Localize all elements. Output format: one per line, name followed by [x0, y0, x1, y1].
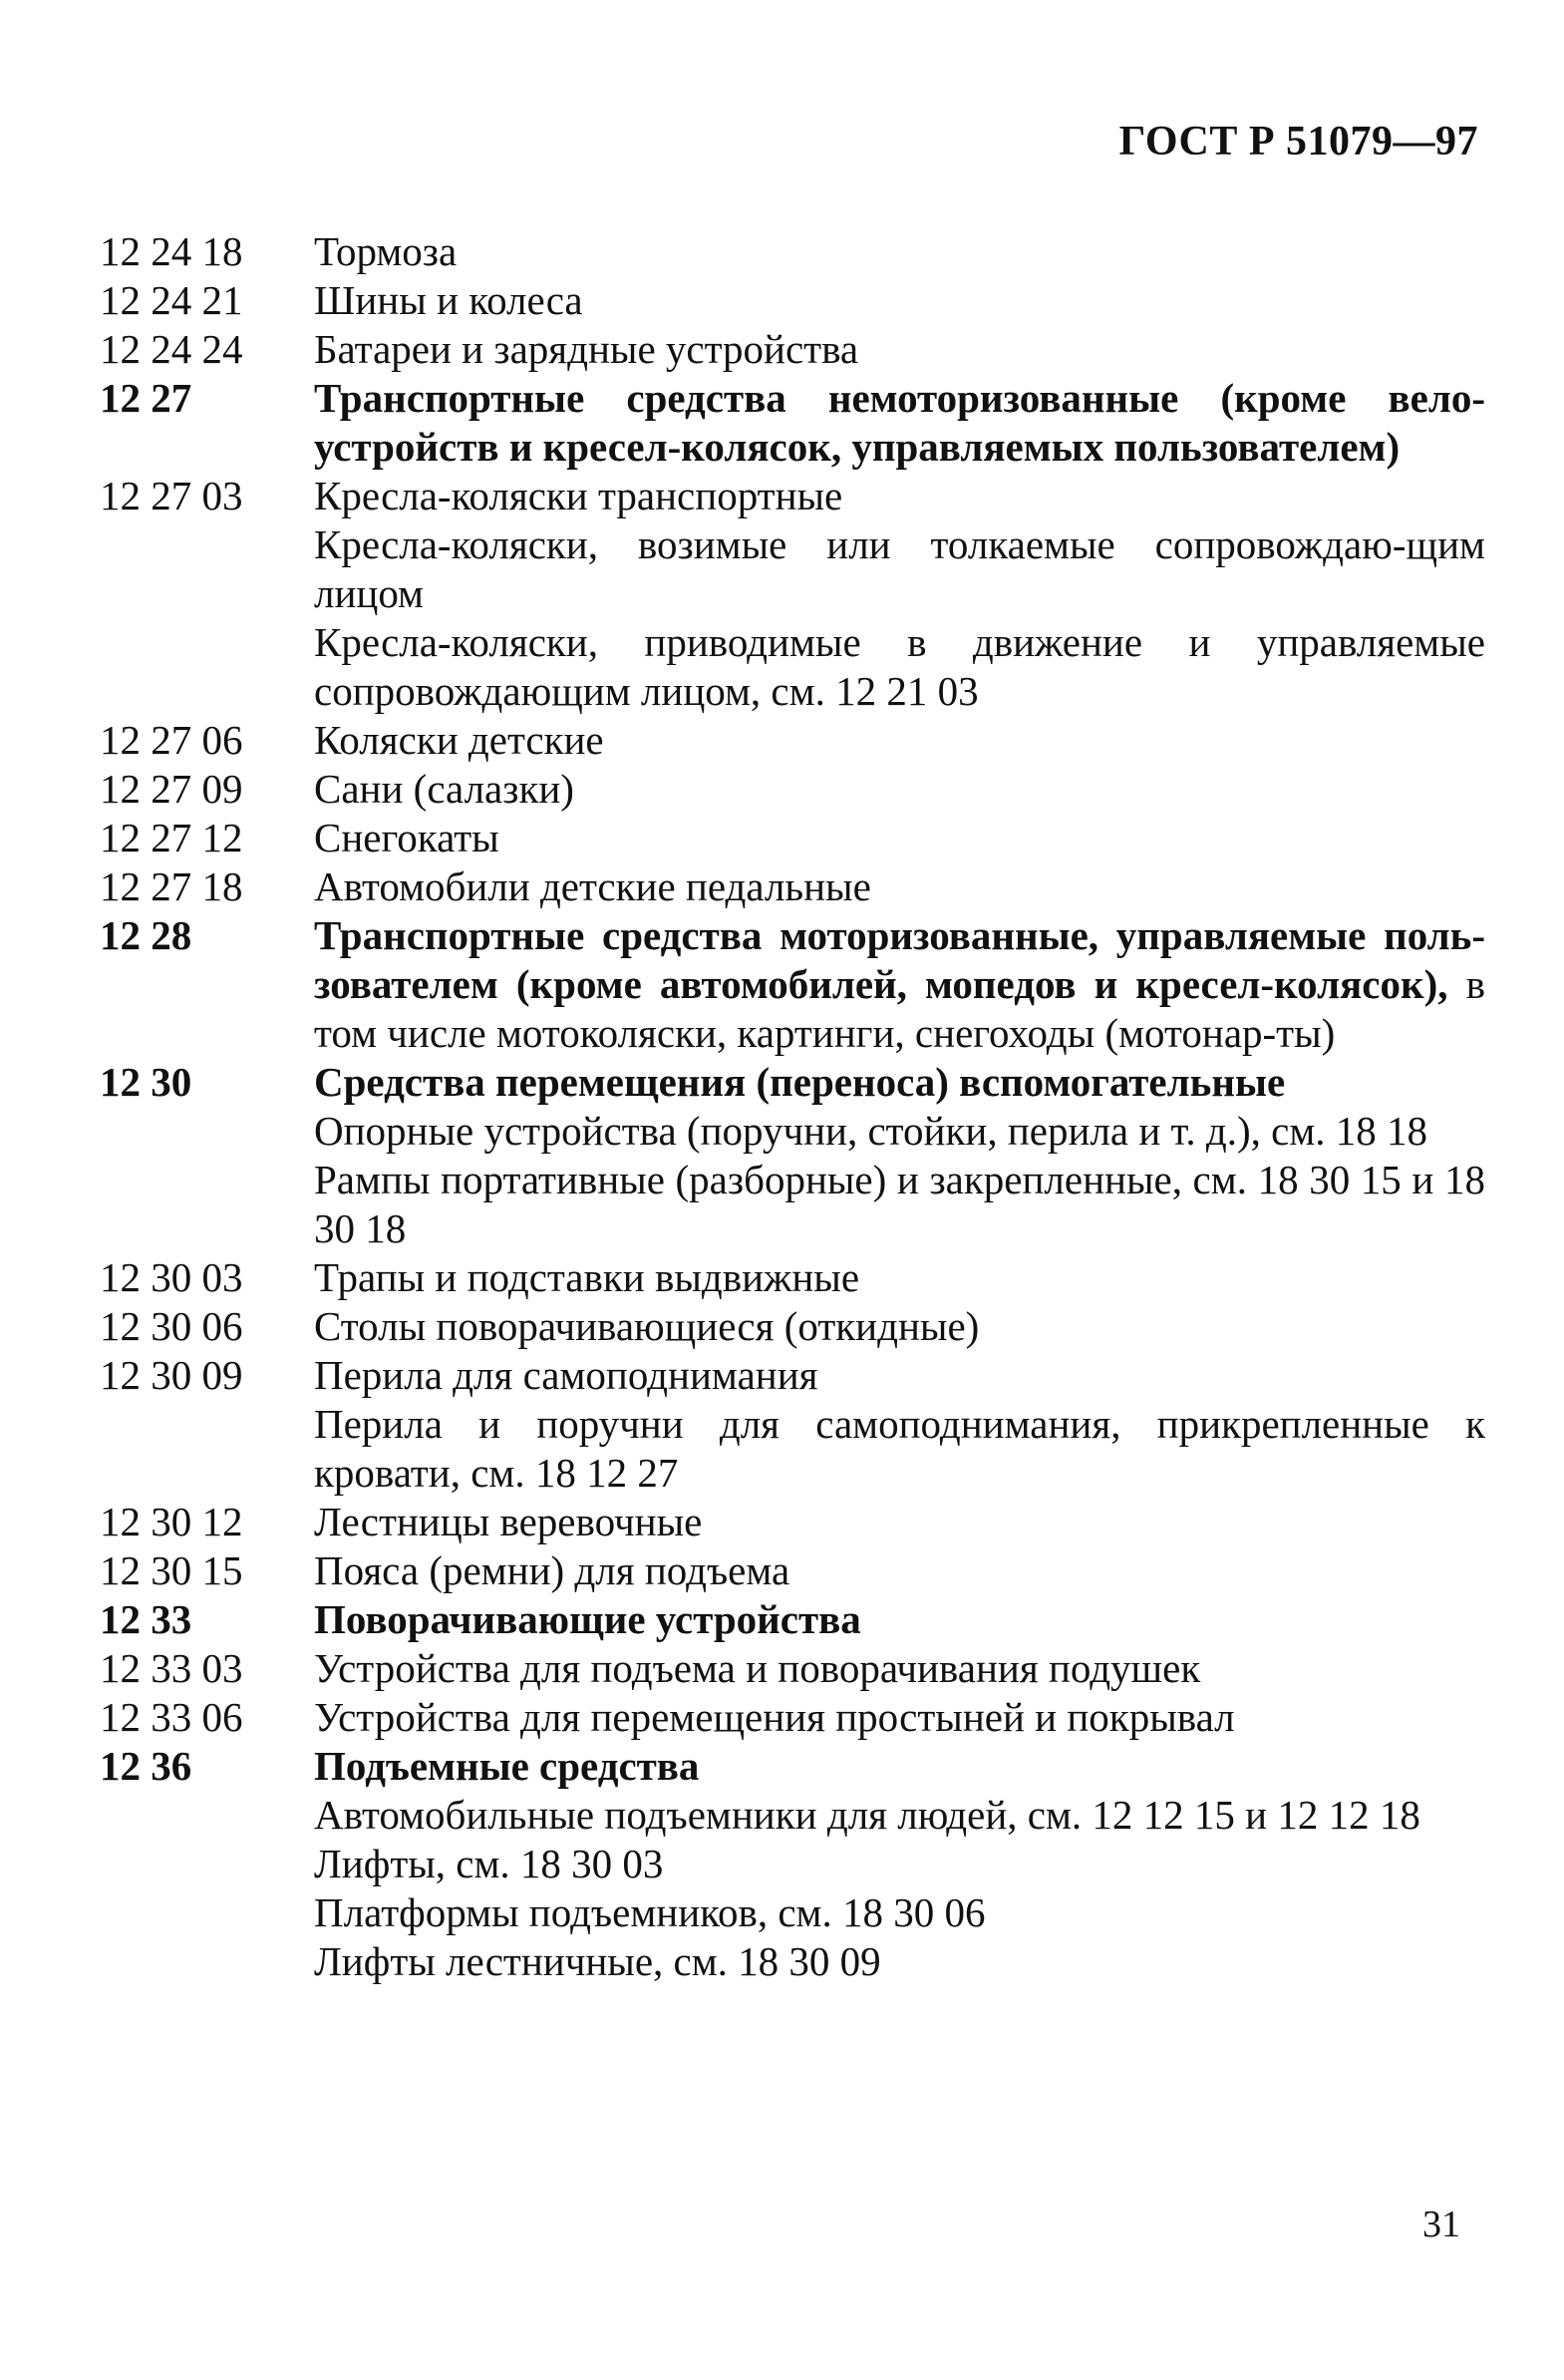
group-heading — [100, 1595, 1485, 1644]
cross-reference-note: Лифты лестничные, см. 18 30 09 — [314, 1938, 881, 1984]
item-text: Трапы и подставки выдвижные — [314, 1254, 860, 1300]
item-code: 12 24 24 — [100, 326, 243, 372]
group-heading — [100, 1742, 1485, 1791]
item-text: Тормоза — [314, 228, 458, 274]
group-code: 12 27 — [100, 375, 192, 421]
list-item — [100, 276, 1485, 325]
cross-reference-note: Перила и поручни для самоподнимания, прикрепленные к кровати, см. 18 12 27 — [314, 1401, 1485, 1496]
item-code: 12 30 12 — [100, 1499, 243, 1544]
item-code: 12 30 15 — [100, 1547, 243, 1593]
item-text: Автомобили детские педальные — [314, 863, 871, 909]
group-title: Транспортные средства немоторизованные (кроме вело-устройств и кресел-колясок, управляемых пользователем) — [314, 375, 1485, 470]
item-code: 12 27 06 — [100, 717, 243, 763]
list-item — [100, 325, 1485, 374]
list-item — [100, 1351, 1485, 1400]
item-code: 12 24 18 — [100, 228, 243, 274]
cross-reference-note: Лифты, см. 18 30 03 — [314, 1841, 664, 1886]
group-title: Поворачивающие устройства — [314, 1596, 861, 1642]
group-heading — [100, 911, 1485, 1058]
item-code: 12 30 09 — [100, 1352, 243, 1398]
list-item — [100, 227, 1485, 276]
item-code: 12 33 06 — [100, 1694, 243, 1740]
item-text: Кресла-коляски транспортные — [314, 473, 843, 518]
list-item — [100, 1253, 1485, 1302]
list-item — [100, 1693, 1485, 1742]
item-text: Пояса (ремни) для подъема — [314, 1547, 790, 1593]
item-text: Столы поворачивающиеся (откидные) — [314, 1303, 980, 1349]
group-code: 12 36 — [100, 1743, 192, 1789]
list-item — [100, 1302, 1485, 1351]
cross-reference-note: Кресла-коляски, приводимые в движение и управляемые сопровождающим лицом, см. 12 21 03 — [314, 619, 1485, 714]
group-title-continuation: в том числе мотоколяски, картинги, снегоходы (мотонар-ты) — [314, 961, 1485, 1056]
group-code: 12 30 — [100, 1059, 192, 1105]
group-title: Транспортные средства моторизованные, управляемые поль-зователем (кроме автомобилей, мопедов и кресел-колясок), — [314, 912, 1485, 1007]
group-heading — [100, 374, 1485, 472]
item-text: Устройства для подъема и поворачивания подушек — [314, 1645, 1201, 1691]
group-code: 12 33 — [100, 1596, 192, 1642]
item-text: Перила для самоподнимания — [314, 1352, 818, 1398]
item-text: Сани (салазки) — [314, 766, 574, 812]
list-item — [100, 1644, 1485, 1693]
cross-reference-note: Рампы портативные (разборные) и закрепленные, см. 18 30 15 и 18 30 18 — [314, 1157, 1485, 1251]
cross-reference-note: Опорные устройства (поручни, стойки, перила и т. д.), см. 18 18 — [314, 1108, 1428, 1154]
group-heading — [100, 1058, 1485, 1107]
cross-reference-note: Кресла-коляски, возимые или толкаемые сопровождаю-щим лицом — [314, 521, 1485, 616]
group-title: Средства перемещения (переноса) вспомогательные — [314, 1059, 1286, 1105]
page-header: ГОСТ Р 51079—97 — [1118, 119, 1478, 165]
item-text: Коляски детские — [314, 717, 604, 763]
item-code: 12 24 21 — [100, 277, 243, 323]
list-item — [100, 1546, 1485, 1595]
list-item — [100, 814, 1485, 862]
classification-list — [100, 227, 1485, 1986]
list-item — [100, 862, 1485, 911]
item-code: 12 27 09 — [100, 766, 243, 812]
cross-reference-note: Платформы подъемников, см. 18 30 06 — [314, 1889, 986, 1935]
item-code: 12 27 03 — [100, 473, 243, 518]
item-code: 12 30 03 — [100, 1254, 243, 1300]
group-code: 12 28 — [100, 912, 192, 958]
cross-reference-note: Автомобильные подъемники для людей, см. 12 12 15 и 12 12 18 — [314, 1792, 1420, 1838]
item-code: 12 30 06 — [100, 1303, 243, 1349]
item-text: Устройства для перемещения простыней и покрывал — [314, 1694, 1235, 1740]
list-item — [100, 765, 1485, 814]
item-text: Снегокаты — [314, 815, 499, 860]
list-item — [100, 1498, 1485, 1546]
item-code: 12 27 18 — [100, 863, 243, 909]
list-item — [100, 472, 1485, 520]
item-code: 12 33 03 — [100, 1645, 243, 1691]
item-text: Шины и колеса — [314, 277, 583, 323]
item-text: Батареи и зарядные устройства — [314, 326, 859, 372]
item-code: 12 27 12 — [100, 815, 243, 860]
page-number: 31 — [1422, 2204, 1460, 2245]
list-item — [100, 716, 1485, 765]
group-title: Подъемные средства — [314, 1743, 700, 1789]
item-text: Лестницы веревочные — [314, 1499, 703, 1544]
